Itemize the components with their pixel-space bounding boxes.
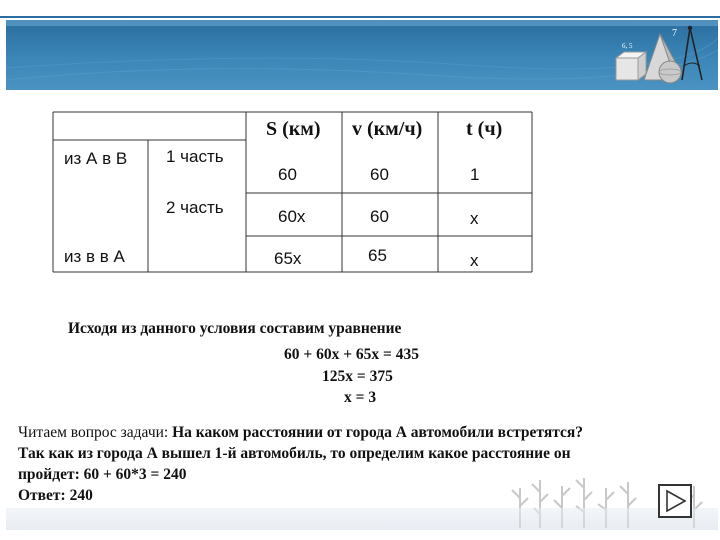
row-label-b-to-a: из в в А — [64, 247, 125, 266]
cell-t-1: 1 — [470, 165, 480, 184]
play-arrow-icon — [660, 486, 690, 516]
logo-label-1: 7 — [672, 28, 677, 39]
reasoning-line-1: Так как из города А вышел 1-й автомобиль, то определим какое расстояние он — [18, 445, 571, 462]
footer-band — [6, 508, 718, 530]
equation-2: 125x = 375 — [322, 368, 393, 385]
row-label-part1: 1 часть — [166, 147, 224, 166]
cell-s-1: 60 — [278, 165, 297, 184]
cell-t-2: x — [470, 209, 479, 228]
cell-v-1: 60 — [370, 165, 389, 184]
cell-s-3: 65x — [274, 249, 302, 268]
cell-s-2: 60x — [278, 207, 306, 226]
equation-3: x = 3 — [344, 389, 377, 406]
logo-label-2: 6, 5 — [622, 42, 633, 50]
row-label-part2: 2 часть — [166, 198, 224, 217]
equation-1: 60 + 60x + 65x = 435 — [284, 346, 419, 363]
header-time: t (ч) — [466, 118, 503, 140]
question-line — [18, 422, 583, 443]
answer-line: Ответ: 240 — [18, 487, 93, 504]
header-speed: v (км/ч) — [352, 118, 423, 140]
header-distance: S (км) — [266, 118, 321, 140]
cell-t-3: x — [470, 251, 479, 270]
next-slide-button[interactable] — [658, 484, 692, 518]
solution-intro: Исходя из данного условия составим уравнение — [68, 320, 402, 337]
row-label-a-to-b: из А в В — [64, 149, 128, 168]
cell-v-2: 60 — [370, 207, 389, 226]
reasoning-line-2: пройдет: 60 + 60*3 = 240 — [18, 466, 187, 483]
cell-v-3: 65 — [368, 246, 387, 265]
question-text: На каком расстоянии от города А автомобили встретятся? — [172, 424, 584, 441]
question-prefix: Читаем вопрос задачи: — [18, 424, 173, 441]
